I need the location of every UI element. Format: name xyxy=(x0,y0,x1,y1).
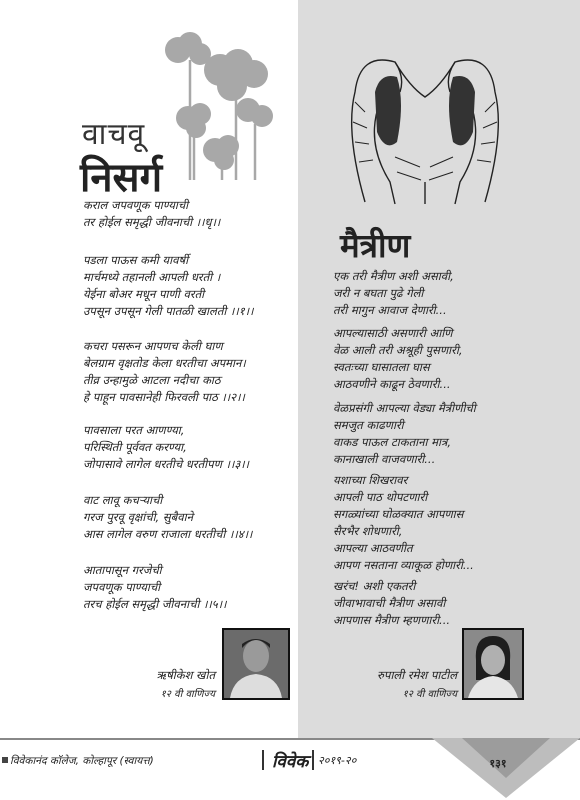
poem-line: कराल जपवणूक पाण्याची xyxy=(83,198,189,212)
poem-line: आपणास मैत्रीण म्हणणारी... xyxy=(333,613,451,627)
poem-line: कचरा पसरून आपणच केली घाण xyxy=(83,339,223,353)
poem-line: पडला पाऊस कमी यावर्षी xyxy=(83,253,189,267)
poem-line: आस लागेल वरुण राजाला धरतीची ।।४।। xyxy=(83,527,253,541)
left-author-class: १२ वी वाणिज्य xyxy=(160,689,215,700)
bullet-square-icon xyxy=(2,757,8,763)
poem-line: बेलग्राम वृक्षतोड केला धरतीचा अपमान। xyxy=(83,356,246,370)
poem-line: एक तरी मैत्रीण अशी असावी, xyxy=(333,269,454,283)
poem-line: तीव्र उन्हामुळे आटला नदीचा काठ xyxy=(83,373,221,387)
poem-line: पावसाला परत आणण्या, xyxy=(83,423,185,437)
poem-line: आपल्यासाठी असणारी आणि xyxy=(333,326,453,340)
poem-line: गरज पुरवू वृक्षांची, सुबैवाने xyxy=(83,510,193,524)
poem-line: उपसून उपसून गेली पातळी खालती ।।१।। xyxy=(83,304,254,318)
page-number: १३१ xyxy=(489,757,507,770)
poem-line: यशाच्या शिखरावर xyxy=(333,473,408,487)
left-stanza xyxy=(83,252,253,320)
left-stanza xyxy=(83,562,227,613)
poem-line: जीवाभावाची मैत्रीण असावी xyxy=(333,596,446,610)
person-photo-icon xyxy=(464,630,522,698)
poem-line: वेळप्रसंगी आपल्या वेड्या मैत्रीणीची xyxy=(333,401,476,415)
right-author-name: रुपाली रमेश पाटील xyxy=(377,668,457,682)
poem-line: तरच होईल समृद्धी जीवनाची ।।५।। xyxy=(83,597,227,611)
poem-line: जपवणूक पाण्याची xyxy=(83,580,161,594)
left-stanza xyxy=(83,492,252,543)
poem-line: खरंच! अशी एकतरी xyxy=(333,579,416,593)
poem-line: स्वतःच्या घासातला घास xyxy=(333,360,430,374)
poem-line: वेळ आली तरी अश्रूही पुसणारी, xyxy=(333,343,463,357)
poem-line: समजुत काढणारी xyxy=(333,418,404,432)
tree-illustration-icon xyxy=(150,30,280,190)
right-stanza xyxy=(333,578,450,629)
poem-line: मार्चमध्ये तहानली आपली धरती । xyxy=(83,270,221,284)
poem-title-line2: निसर्ग xyxy=(80,155,163,201)
poem-line: जरी न बघता पुढे गेली xyxy=(333,286,424,300)
poem-line: वाकड पाऊल टाकताना मात्र, xyxy=(333,435,452,449)
left-author-name: ऋषीकेश खोत xyxy=(156,668,215,682)
right-stanza xyxy=(333,400,476,468)
college-name: विवेकानंद कॉलेज, कोल्हापूर (स्वायत्त) xyxy=(10,755,154,767)
poem-line: कानाखाली वाजवणारी... xyxy=(333,452,436,466)
left-stanza xyxy=(83,422,249,473)
left-stanza xyxy=(83,338,246,406)
poem-line: सगळ्यांच्या घोळक्यात आपणास xyxy=(333,507,464,521)
left-author-photo xyxy=(222,628,290,700)
poem-line: आतापासून गरजेची xyxy=(83,563,162,577)
poem-line: सैरभैर शोधणारी, xyxy=(333,524,403,538)
poem-line: आठवणीने काढून ठेवणारी... xyxy=(333,377,451,391)
poem-title-right: मैत्रीण xyxy=(340,226,411,265)
poem-line: परिस्थिती पूर्ववत करण्या, xyxy=(83,440,187,454)
poem-line: आपण नसताना व्याकूळ होणारी... xyxy=(333,558,474,572)
poem-line: तर होईल समृद्धी जीवनाची ।।धृ।। xyxy=(83,215,221,229)
right-stanza xyxy=(333,472,474,574)
poem-line: आपली पाठ थोपटणारी xyxy=(333,490,428,504)
poem-line: येईना बोअर मधून पाणी वरती xyxy=(83,287,205,301)
poem-title-line1: वाचवू xyxy=(82,117,146,152)
right-author-photo xyxy=(462,628,524,700)
right-stanza xyxy=(333,268,454,319)
footer-separator xyxy=(312,750,314,770)
two-girls-heart-illustration-icon xyxy=(325,32,525,207)
poem-line: जोपासावे लागेल धरतीचे धरतीपण ।।३।। xyxy=(83,457,250,471)
left-stanza xyxy=(83,197,220,231)
right-author-class: १२ वी वाणिज्य xyxy=(402,689,457,700)
page-footer xyxy=(0,738,580,800)
poem-line: वाट लावू कचऱ्याची xyxy=(83,493,163,507)
person-photo-icon xyxy=(224,630,288,698)
poem-line: आपल्या आठवणीत xyxy=(333,541,413,555)
poem-line: तरी मागुन आवाज देणारी... xyxy=(333,303,447,317)
poem-line: हे पाहून पावसानेही फिरवली पाठ ।।२।। xyxy=(83,390,245,404)
right-stanza xyxy=(333,325,462,393)
magazine-name: विवेक xyxy=(272,752,309,772)
footer-separator xyxy=(262,750,264,770)
magazine-year: २०१९-२० xyxy=(318,754,357,767)
